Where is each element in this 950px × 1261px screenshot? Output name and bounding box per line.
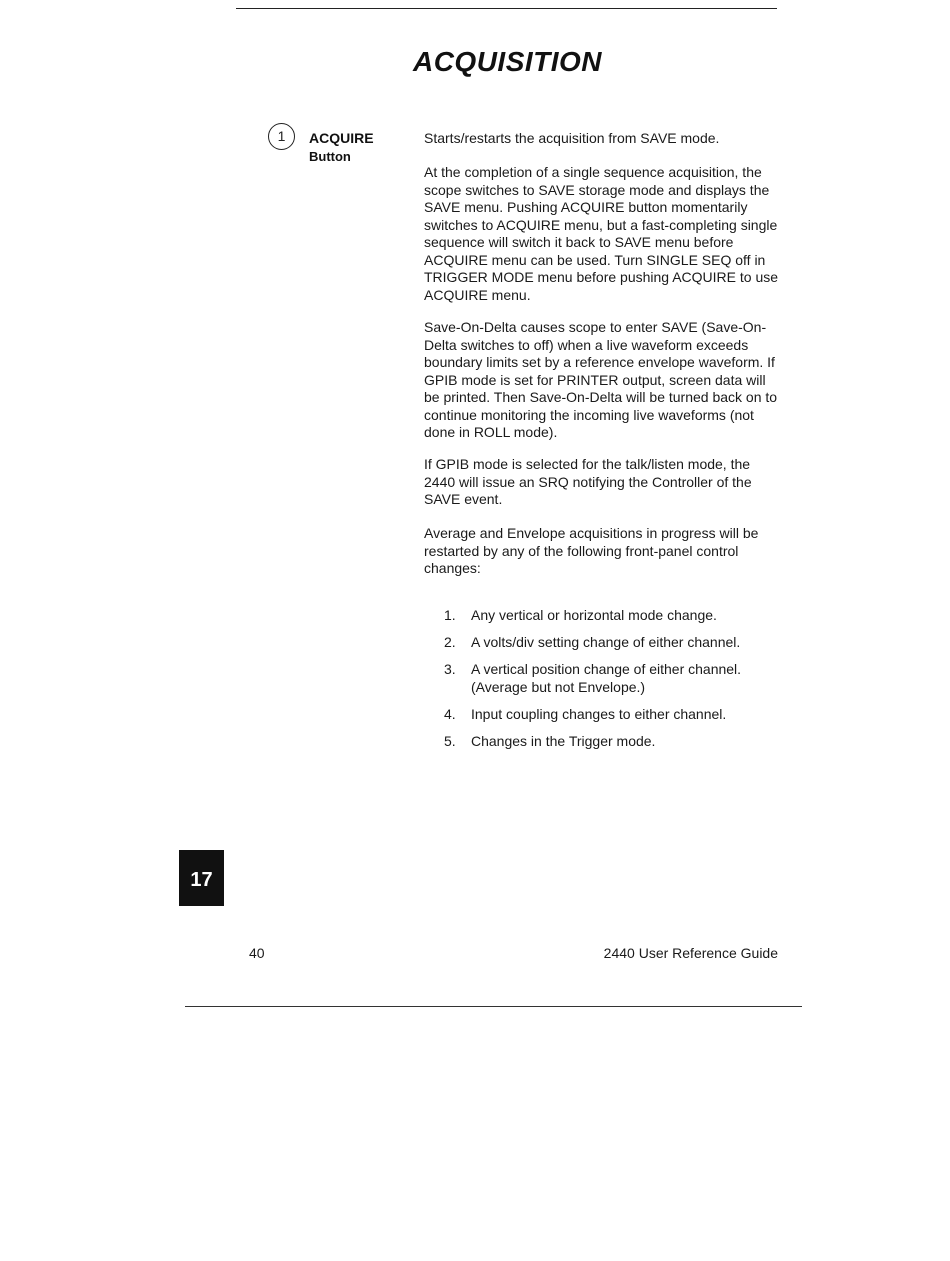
section-tab: 17 [179,850,224,906]
page-title: ACQUISITION [412,46,603,77]
control-name: ACQUIRE [309,130,374,146]
list-item [444,733,784,751]
list-item-text: Input coupling changes to either channel. [471,705,727,722]
list-item-number: 3. [444,661,456,677]
page-number: 40 [249,945,265,961]
paragraph-restart-conditions: Average and Envelope acquisitions in progress will be restarted by any of the following front-panel control changes: [424,525,759,576]
list-item-number: 2. [444,634,456,650]
callout-number: 1 [268,123,295,150]
list-item-text: Changes in the Trigger mode. [471,732,656,749]
top-rule [236,8,777,9]
bottom-rule [185,1006,802,1007]
change-list [444,607,784,760]
paragraph-gpib: If GPIB mode is selected for the talk/listen mode, the 2440 will issue an SRQ notifying the Controller of the SAVE event. [424,456,752,507]
list-item-text: A volts/div setting change of either channel. [471,634,741,650]
paragraph-single-sequence: At the completion of a single sequence acquisition, the scope switches to SAVE storage mode and displays the SAVE menu. Pushing ACQUIRE button momentarily switches to ACQUIRE menu, but a fast-completing single sequence will switch it back to SAVE menu before ACQUIRE menu can be used. Turn SINGLE SEQ off in TRIGGER MODE menu before pushing ACQUIRE to use ACQUIRE menu. [424,164,779,303]
list-item [444,661,784,696]
paragraph-save-on-delta: Save-On-Delta causes scope to enter SAVE (Save-On-Delta switches to off) when a live waveform exceeds boundary limits set by a reference envelope waveform. If GPIB mode is set for PRINTER output, screen data will be printed. Then Save-On-Delta will be turned back on to continue monitoring the incoming live waveforms (not done in ROLL mode). [424,319,778,440]
list-item-text: Any vertical or horizontal mode change. [471,607,717,623]
list-item-number: 1. [444,607,456,623]
control-type: Button [309,149,351,164]
footer-guide-title: 2440 User Reference Guide [603,945,778,961]
list-item [444,634,784,652]
list-item [444,706,784,724]
list-item [444,607,784,625]
list-item-number: 5. [444,732,456,749]
list-item-number: 4. [444,705,456,722]
list-item-text: A vertical position change of either channel. (Average but not Envelope.) [471,661,742,695]
paragraph-function: Starts/restarts the acquisition from SAVE mode. [424,130,720,146]
